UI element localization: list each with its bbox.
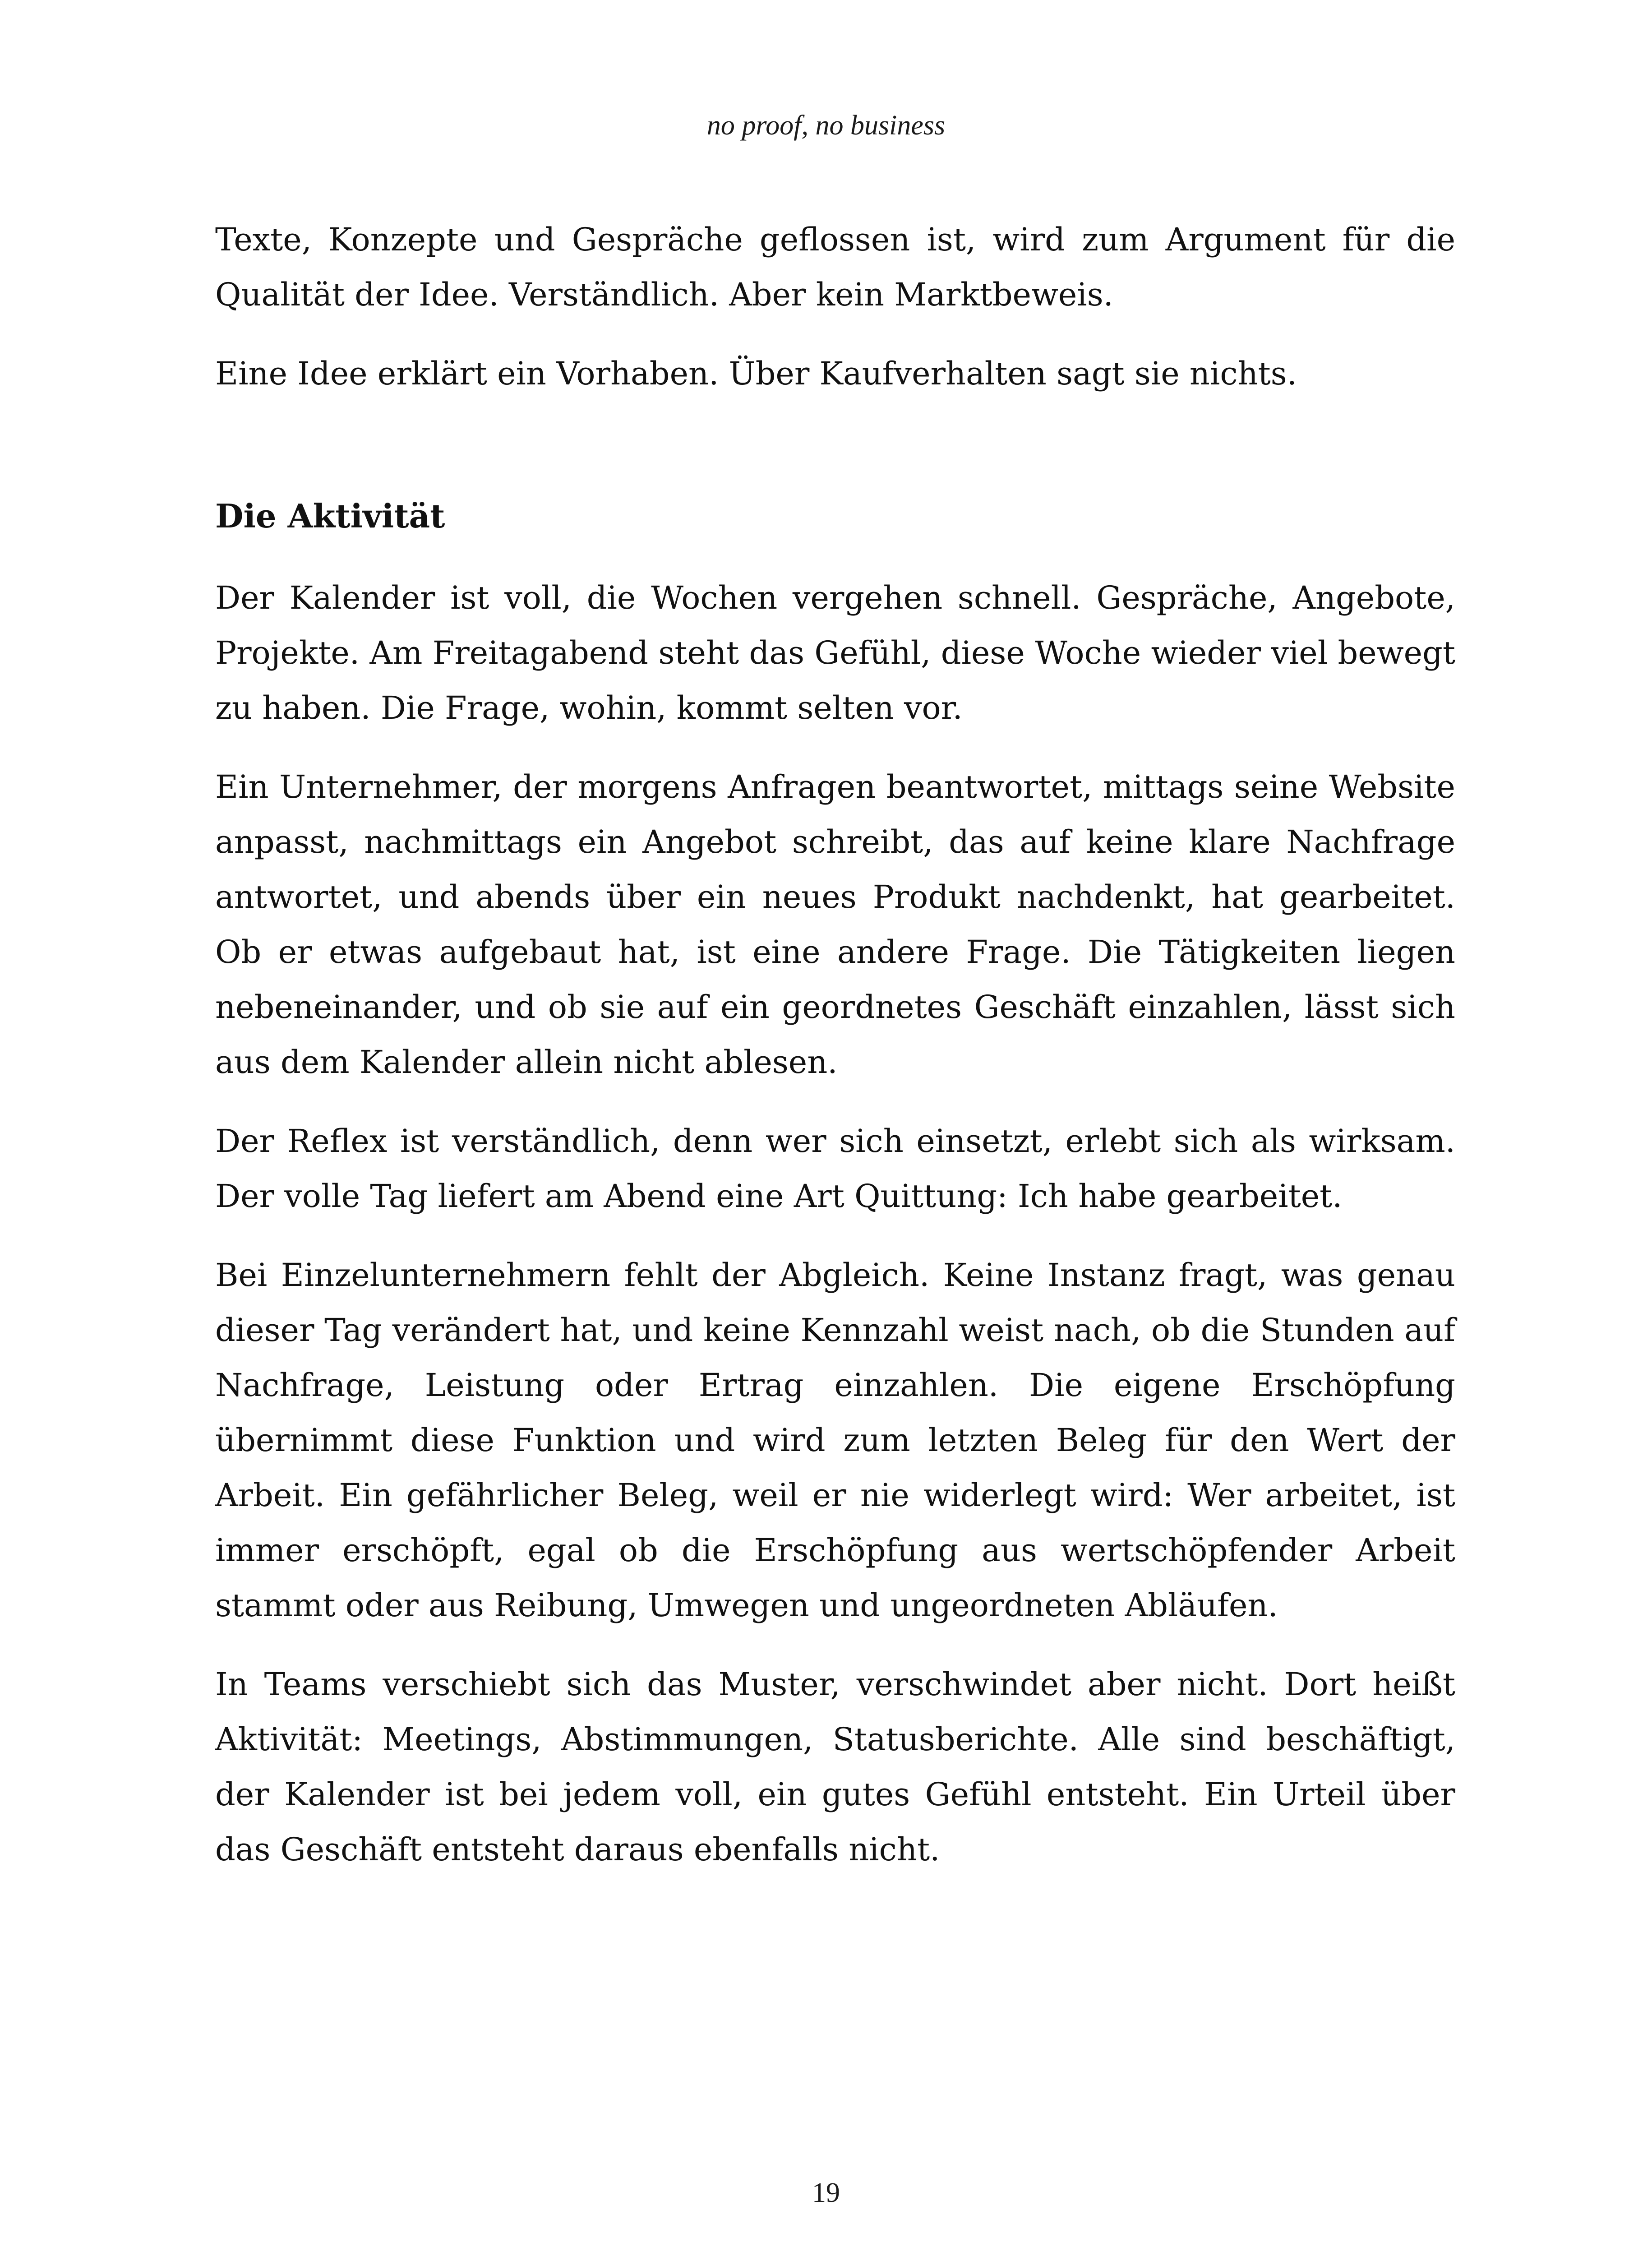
running-header: no proof, no business <box>706 110 946 141</box>
section-heading: Die Aktivität <box>215 497 445 535</box>
body-text <box>215 212 1455 1901</box>
paragraph: Der Reflex ist verständlich, denn wer sich einsetzt, erlebt sich als wirksam. Der volle Tag liefert am Abend eine Art Quittung: Ich habe gearbeitet. <box>215 1123 1455 1215</box>
paragraph: Texte, Konzepte und Gespräche geflossen ist, wird zum Argument für die Qualität der Idee. Verständlich. Aber kein Marktbeweis. <box>215 221 1455 313</box>
paragraph: Bei Einzelunternehmern fehlt der Abgleich. Keine Instanz fragt, was genau dieser Tag verändert hat, und keine Kennzahl weist nach, ob die Stunden auf Nachfrage, Leistung oder Ertrag einzahlen. Die eigene Erschöpfung übernimmt diese Funktion und wird zum letzten Beleg für den Wert der Arbeit. Ein gefährlicher Beleg, weil er nie widerlegt wird: Wer arbeitet, ist immer erschöpft, egal ob die Erschöpfung aus wertschöpfender Arbeit stammt oder aus Reibung, Umwegen und ungeordneten Abläufen. <box>215 1257 1455 1624</box>
paragraph: In Teams verschiebt sich das Muster, verschwindet aber nicht. Dort heißt Aktivität: Meetings, Abstimmungen, Statusberichte. Alle sind beschäftigt, der Kalender ist bei jedem voll, ein gutes Gefühl entsteht. Ein Urteil über das Geschäft entsteht daraus ebenfalls nicht. <box>215 1666 1455 1868</box>
paragraph: Eine Idee erklärt ein Vorhaben. Über Kaufverhalten sagt sie nichts. <box>215 355 1297 392</box>
paragraph: Ein Unternehmer, der morgens Anfragen beantwortet, mittags seine Website anpasst, nachmittags ein Angebot schreibt, das auf keine klare Nachfrage antwortet, und abends über ein neues Produkt nachdenkt, hat gearbeitet. Ob er etwas aufgebaut hat, ist eine andere Frage. Die Tätigkeiten liegen nebeneinander, und ob sie auf ein geordnetes Geschäft einzahlen, lässt sich aus dem Kalender allein nicht ablesen. <box>215 768 1455 1081</box>
page-number: 19 <box>812 2177 840 2208</box>
paragraph: Der Kalender ist voll, die Wochen vergehen schnell. Gespräche, Angebote, Projekte. Am Freitagabend steht das Gefühl, diese Woche wieder viel bewegt zu haben. Die Frage, wohin, kommt selten vor. <box>215 579 1455 726</box>
